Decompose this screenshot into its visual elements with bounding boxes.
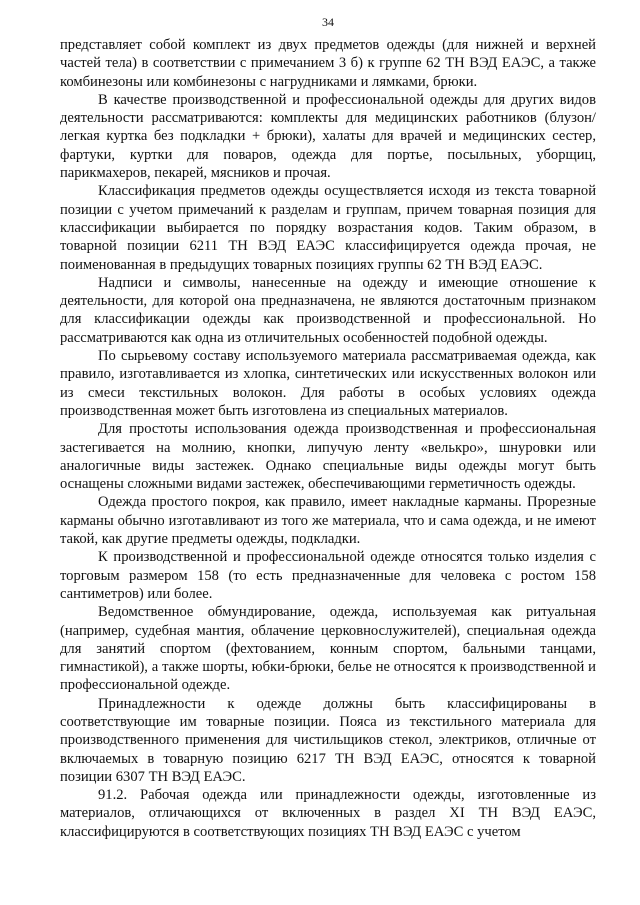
paragraph-8: К производственной и профессиональной одежде относятся только изделия с торговым размером 158 (то есть предназначенные для человека с ростом 158 сантиметров) или более.: [60, 549, 596, 602]
paragraph-5: По сырьевому составу используемого материала рассматриваемая одежда, как правило, изготавливается из хлопка, синтетических или искусственных волокон или из смеси текстильных волокон. Для работы в особых условиях одежда производственная может быть изготовлена из специальных материалов.: [60, 348, 596, 419]
paragraph-11: 91.2. Рабочая одежда или принадлежности одежды, изготовленные из материалов, отличающихся от включенных в раздел XI ТН ВЭД ЕАЭС, классифицируются в соответствующих позициях ТН ВЭД ЕАЭС с учетом: [60, 787, 596, 840]
paragraph-9: Ведомственное обмундирование, одежда, используемая как ритуальная (например, судебная мантия, облачение церковнослужителей), специальная одежда для занятий спортом (фехтованием, конным спортом, бальными танцами, гимнастикой), а также шорты, юбки-брюки, белье не относятся к производственной и профессиональной одежде.: [60, 604, 596, 694]
page-number: 34: [322, 15, 334, 29]
document-body: [60, 36, 596, 841]
paragraph-4: Надписи и символы, нанесенные на одежду и имеющие отношение к деятельности, для которой она предназначена, не являются достаточным признаком для классификации одежды как производственной и профессиональной. Но рассматриваются как одна из отличительных особенностей подобной одежды.: [60, 274, 596, 346]
paragraph-6: Для простоты использования одежда производственная и профессиональная застегивается на молнию, кнопки, липучую ленту «велькро», шнуровки или аналогичные виды застежек. Однако специальные виды одежды могут быть оснащены сложными видами застежек, обеспечивающими герметичность одежды.: [60, 421, 596, 493]
paragraph-2: В качестве производственной и профессиональной одежды для других видов деятельности рассматриваются: комплекты для медицинских работников (блузон/легкая куртка без подкладки + брюки), халаты для врачей и медицинских сестер, фартуки, куртки для поваров, одежда для портье, посыльных, уборщиц, парикмахеров, пекарей, мясников и прочая.: [60, 91, 596, 182]
paragraph-10: Принадлежности к одежде должны быть классифицированы в соответствующие им товарные позиции. Пояса из текстильного материала для производственного применения для чистильщиков стекол, электриков, отличные от включаемых в товарную позицию 6217 ТН ВЭД ЕАЭС, относятся к товарной позиции 6307 ТН ВЭД ЕАЭС.: [60, 695, 596, 785]
paragraph-7: Одежда простого покроя, как правило, имеет накладные карманы. Прорезные карманы обычно изготавливают из того же материала, что и сама одежда, и не имеют такой, как другие предметы одежды, подкладки.: [60, 494, 596, 548]
paragraph-1: представляет собой комплект из двух предметов одежды (для нижней и верхней частей тела) в соответствии с примечанием 3 б) к группе 62 ТН ВЭД ЕАЭС, а также комбинезоны или комбинезоны с нагрудниками и лямками, брюки.: [60, 37, 596, 90]
paragraph-3: Классификация предметов одежды осуществляется исходя из текста товарной позиции с учетом примечаний к разделам и группам, причем товарная позиция для классификации выбирается по порядку возрастания кодов. Таким образом, в товарной позиции 6211 ТН ВЭД ЕАЭС классифицируется одежда прочая, не поименованная в предыдущих товарных позициях группы 62 ТН ВЭД ЕАЭС.: [60, 183, 596, 273]
